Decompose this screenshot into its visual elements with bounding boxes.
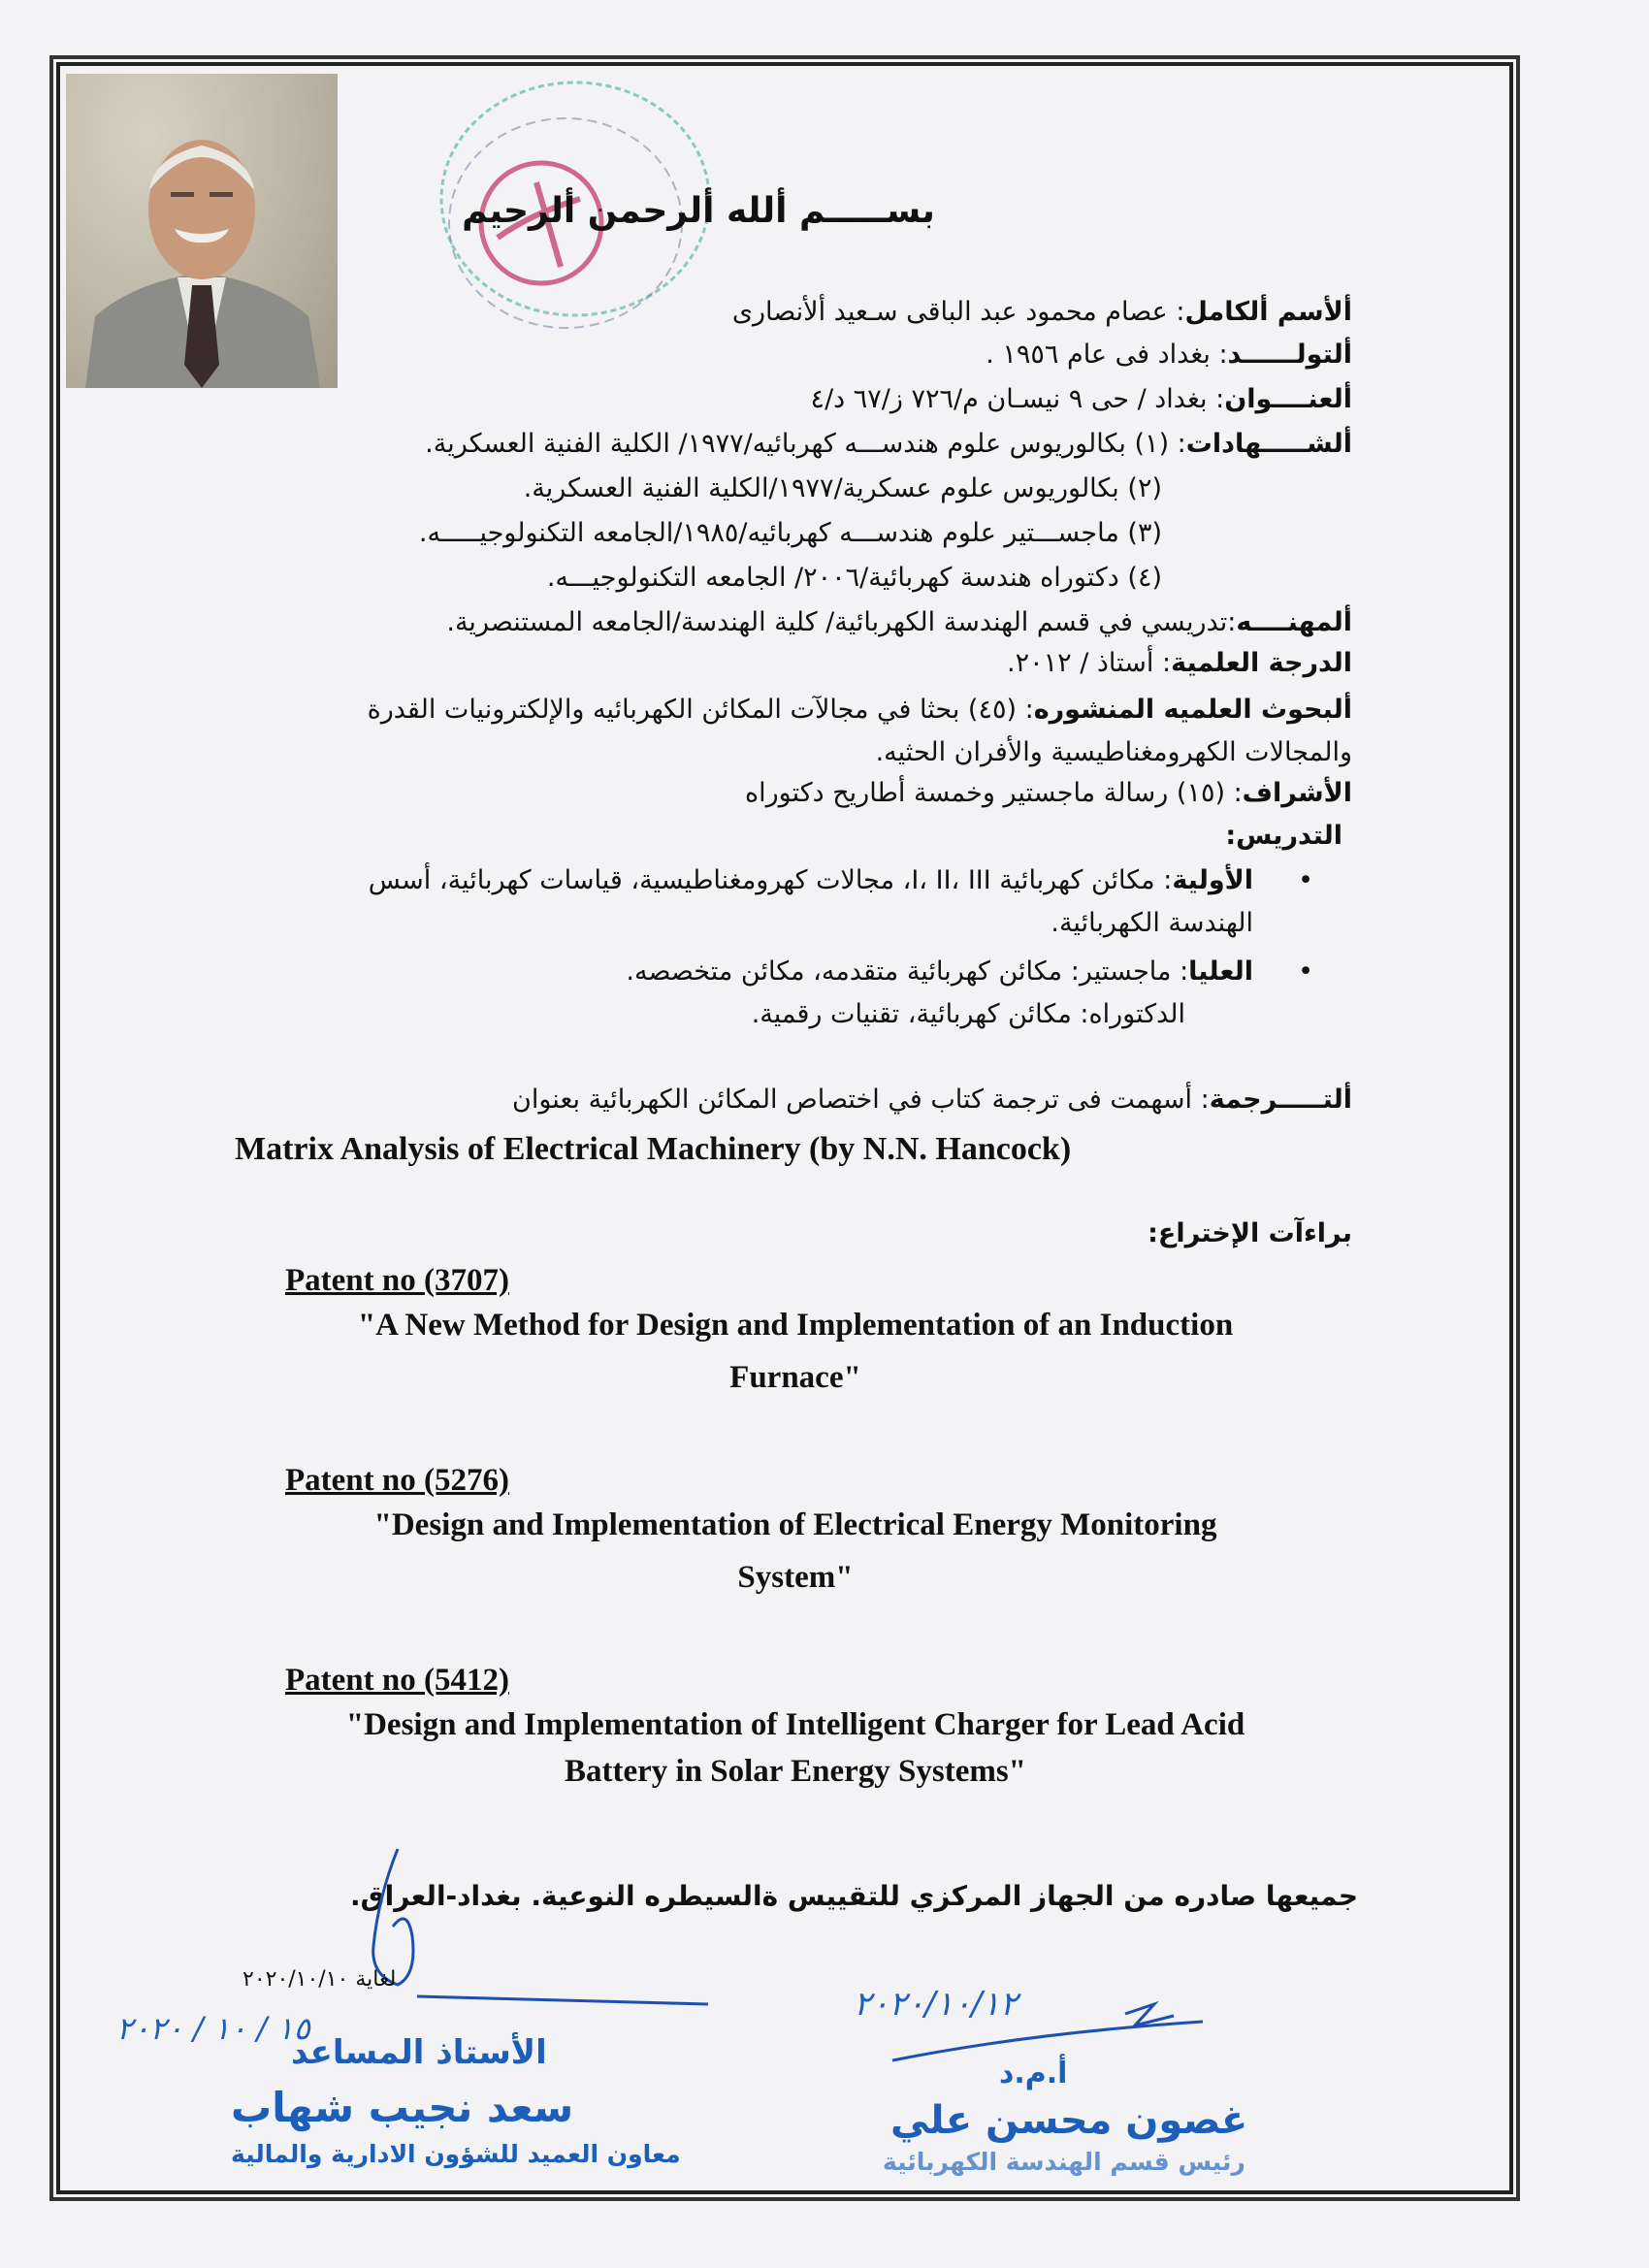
left-signatory-name: سعد نجيب شهاب — [231, 2084, 574, 2131]
left-signatory-title: الأستاذ المساعد — [291, 2033, 547, 2072]
primary-line2: الهندسة الكهربائية. — [1051, 908, 1253, 938]
birth-row — [986, 340, 1352, 371]
higher-line2: الدكتوراه: مكائن كهربائية، تقنيات رقمية. — [751, 999, 1185, 1029]
degrees-label: ألشـــــهادات — [1185, 429, 1352, 459]
book-title: Matrix Analysis of Electrical Machinery (by N.N. Hancock) — [235, 1131, 1072, 1167]
degree-item: (٤) دكتوراه هندسة كهربائية/٢٠٠٦/ الجامعه التكنولوجيـــه. — [546, 563, 1162, 593]
translation-value: : أسهمت فى ترجمة كتاب في اختصاص المكائن الكهربائية بعنوان — [512, 1085, 1210, 1115]
degrees-row — [425, 429, 1352, 460]
higher-label: العليا — [1188, 956, 1253, 987]
patent-title: "A New Method for Design and Implementation of an Induction — [357, 1308, 1234, 1343]
signature-left-scribble — [359, 1839, 728, 2024]
patent-title: "Design and Implementation of Electrical Energy Monitoring — [373, 1507, 1217, 1542]
patent-title: Furnace" — [729, 1360, 861, 1395]
patents-footer: جميعها صادره من الجهاز المركزي للتقييس ةالسيطره النوعية. بغداد-العراق. — [349, 1880, 1358, 1912]
research-row — [368, 695, 1352, 726]
portrait-photo — [66, 74, 338, 388]
address-label: ألعنــــوان — [1224, 384, 1352, 414]
higher-value: : ماجستير: مكائن كهربائية متقدمه، مكائن متخصصه. — [626, 956, 1189, 987]
primary-label: الأولية — [1172, 865, 1253, 895]
full-name-value: : عصام محمود عبد الباقى سـعيد ألأنصارى — [731, 297, 1185, 327]
full-name-row — [732, 297, 1352, 328]
patent-number: Patent no (3707) — [285, 1263, 509, 1298]
patent-number: Patent no (5412) — [285, 1663, 509, 1698]
patent-title: Battery in Solar Energy Systems" — [564, 1754, 1027, 1789]
bullet-icon: • — [1298, 956, 1313, 987]
right-signature-date: ٢٠٢٠/١٠/١٢ — [854, 1985, 1018, 2024]
right-signatory-role: رئيس قسم الهندسة الكهربائية — [883, 2148, 1245, 2176]
rank-value: : أستاذ / ٢٠١٢. — [1007, 648, 1172, 678]
profession-label: ألمهنــــه — [1236, 607, 1352, 637]
research-value: : (٤٥) بحثا في مجالآت المكائن الكهربائيه والإلكترونيات القدرة — [367, 695, 1034, 725]
rank-row — [1007, 648, 1352, 679]
research-line2: والمجالات الكهرومغناطيسية والأفران الحثيه. — [875, 737, 1352, 767]
translation-label: ألتـــــرجمة — [1209, 1085, 1352, 1115]
supervision-value: : (١٥) رسالة ماجستير وخمسة أطاريح دكتوراه — [744, 778, 1243, 808]
left-signatory-role: معاون العميد للشؤون الادارية والمالية — [231, 2140, 681, 2168]
address-value: : بغداد / حى ٩ نيسـان م/٧٢٦ ز/٦٧ د/٤ — [810, 384, 1225, 414]
research-label: ألبحوث العلميه المنشوره — [1033, 695, 1352, 725]
right-signatory-title: أ.م.د — [999, 2057, 1068, 2090]
supervision-label: الأشراف — [1242, 778, 1352, 808]
birth-label: ألتولــــــد — [1227, 340, 1352, 370]
full-name-label: ألأسم ألكامل — [1184, 297, 1352, 327]
left-signature-date: ١٥ / ١٠ / ٢٠٢٠ — [116, 2010, 310, 2047]
teaching-label: التدريس: — [1225, 821, 1342, 851]
right-signatory-name: غصون محسن علي — [890, 2098, 1248, 2143]
profession-value: :تدريسي في قسم الهندسة الكهربائية/ كلية الهندسة/الجامعه المستنصرية. — [446, 607, 1237, 637]
teaching-higher-row — [626, 956, 1253, 988]
degree-item: : (١) بكالوريوس علوم هندســـه كهربائيه/١٩٧٧/ الكلية الفنية العسكرية. — [425, 429, 1186, 459]
patent-title: "Design and Implementation of Intelligent Charger for Lead Acid — [345, 1707, 1245, 1742]
degree-item: (٢) بكالوريوس علوم عسكرية/١٩٧٧/الكلية الفنية العسكرية. — [523, 473, 1162, 503]
degree-item: (٣) ماجســـتير علوم هندســـه كهربائيه/١٩٨٥/الجامعه التكنولوجيـــــه. — [418, 518, 1162, 548]
supervision-row — [745, 778, 1352, 809]
primary-value: : مكائن كهربائية I، II، III، مجالات كهرومغناطيسية، قياسات كهربائية، أسس — [368, 865, 1173, 895]
rank-label: الدرجة العلمية — [1171, 648, 1352, 678]
patent-number: Patent no (5276) — [285, 1463, 509, 1498]
teaching-primary-row — [369, 865, 1253, 896]
patent-title: System" — [737, 1560, 854, 1595]
profession-row — [446, 607, 1352, 638]
birth-value: : بغداد فى عام ١٩٥٦ . — [986, 340, 1228, 370]
valid-until: لغاية ٢٠٢٠/١٠/١٠ — [242, 1967, 397, 1992]
basmala-heading: بســـــم ألله ألرحمن ألرحيم — [462, 191, 935, 231]
patents-label: براءآت الإختراع: — [1148, 1218, 1352, 1248]
address-row — [811, 384, 1352, 415]
translation-row — [512, 1085, 1352, 1116]
bullet-icon: • — [1298, 865, 1313, 895]
